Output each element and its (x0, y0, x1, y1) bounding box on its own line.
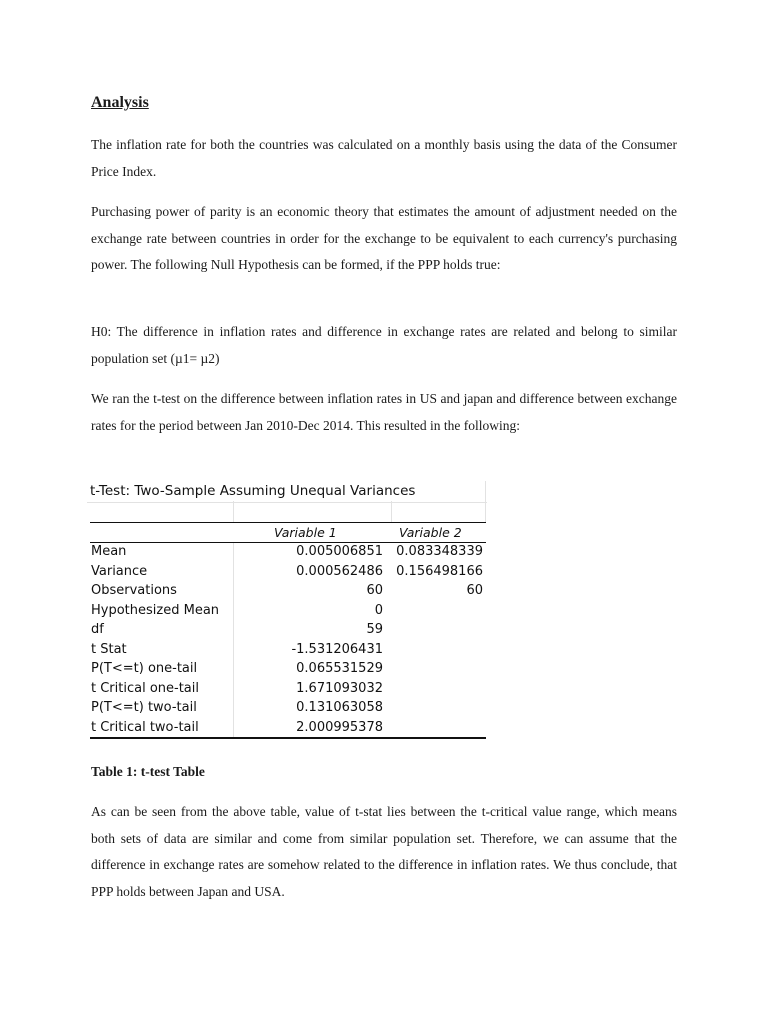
ttest-table (87, 481, 487, 741)
variable-1-value: 0.065531529 (296, 661, 383, 676)
table-row (87, 621, 487, 641)
variable-2-value: 0.156498166 (396, 563, 483, 579)
table-row (87, 563, 487, 583)
variable-2-value: 60 (466, 583, 483, 598)
table-row (87, 582, 487, 602)
variable-1-value: 0.000562486 (296, 563, 383, 579)
row-label: Variance (91, 563, 148, 579)
row-label: Hypothesized Mean (91, 602, 220, 618)
row-label: P(T<=t) two-tail (91, 700, 197, 715)
paragraph-hypothesis: H0: The difference in inflation rates and difference in exchange rates are related and belong to similar population set (µ1= µ2) (91, 324, 677, 366)
variable-1-value: 60 (366, 583, 383, 598)
table-row (87, 680, 487, 700)
row-label: Observations (91, 583, 177, 598)
table-row (87, 719, 487, 739)
column-header-variable-1: Variable 1 (274, 525, 337, 540)
table-row (87, 543, 487, 563)
table-caption: Table 1: t-test Table (91, 764, 205, 779)
table-row (87, 641, 487, 661)
variable-1-value: 0.005006851 (296, 544, 383, 559)
row-label: t Critical one-tail (91, 680, 199, 696)
column-header-variable-2: Variable 2 (399, 525, 462, 540)
table-top-rule (90, 522, 486, 523)
variable-1-value: -1.531206431 (291, 641, 383, 657)
variable-1-value: 59 (366, 622, 383, 637)
variable-1-value: 0.131063058 (296, 700, 383, 715)
table-title: t-Test: Two-Sample Assuming Unequal Variances (90, 483, 416, 499)
row-label: Mean (91, 544, 127, 559)
variable-2-value: 0.083348339 (396, 544, 483, 559)
table-bottom-rule (90, 737, 486, 739)
section-heading: Analysis (91, 94, 149, 111)
row-label: t Stat (91, 641, 127, 657)
row-label: P(T<=t) one-tail (91, 661, 198, 676)
paragraph-conclusion: As can be seen from the above table, value of t-stat lies between the t-critical value range, which means both sets of data are similar and come from similar population set. Therefore, we can assume that the difference in exchange rates are somehow related to the difference in inflation rates. We thus conclude, that PPP holds between Japan and USA. (91, 804, 677, 899)
grid-line (87, 502, 487, 503)
grid-line (233, 501, 234, 523)
variable-1-value: 2.000995378 (296, 719, 383, 735)
table-row (87, 602, 487, 622)
paragraph-inflation: The inflation rate for both the countries was calculated on a monthly basis using the data of the Consumer Price Index. (91, 137, 677, 179)
table-row (87, 699, 487, 719)
paragraph-ppp: Purchasing power of parity is an economic theory that estimates the amount of adjustment needed on the exchange rate between countries in order for the exchange to be equivalent to each currency's purchasing power. The following Null Hypothesis can be formed, if the PPP holds true: (91, 204, 677, 272)
variable-1-value: 0 (374, 602, 383, 618)
grid-line (391, 501, 392, 523)
row-label: df (91, 622, 104, 637)
table-row (87, 660, 487, 680)
paragraph-ttest-intro: We ran the t-test on the difference between inflation rates in US and japan and difference between exchange rates for the period between Jan 2010-Dec 2014. This resulted in the following: (91, 391, 677, 433)
row-label: t Critical two-tail (91, 719, 199, 735)
variable-1-value: 1.671093032 (296, 680, 383, 696)
